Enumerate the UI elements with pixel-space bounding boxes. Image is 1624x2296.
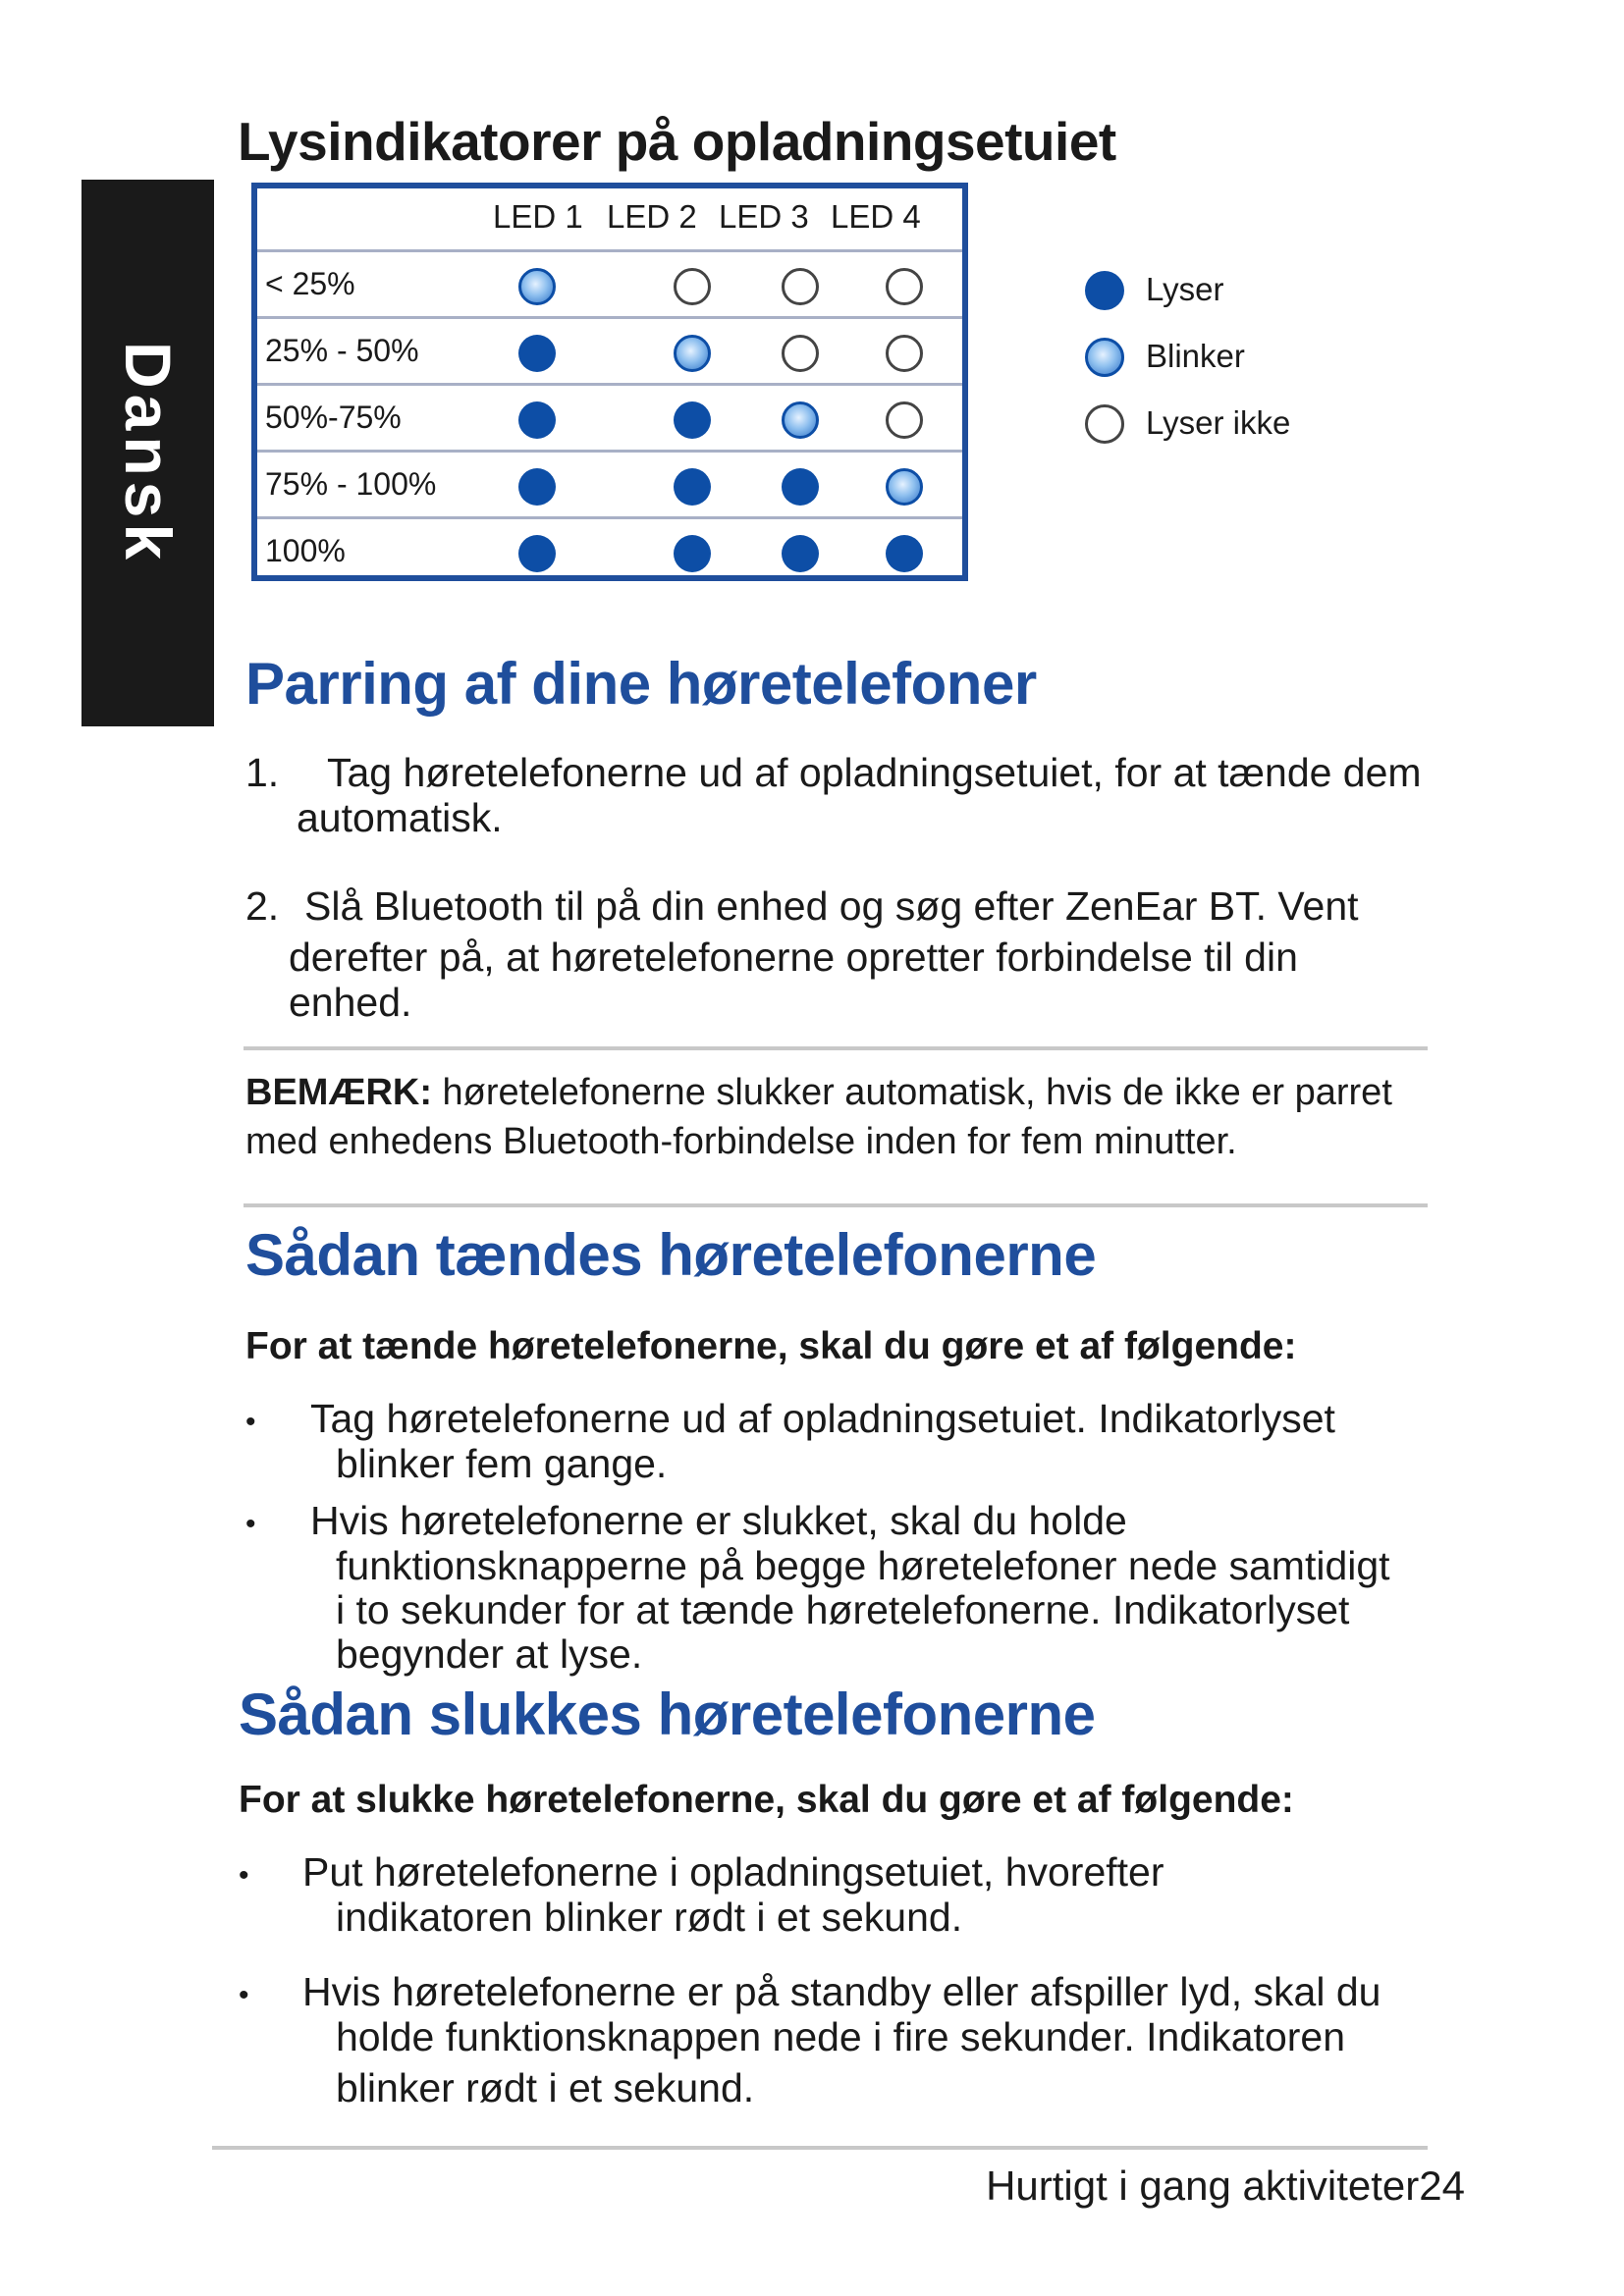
- step-number: 1.: [245, 750, 280, 795]
- step-1-line-2: automatisk.: [297, 795, 503, 840]
- turn-off-subtitle: For at slukke høretelefonerne, skal du gøre et af følgende:: [239, 1779, 1294, 1821]
- led-header-3: LED 3: [719, 198, 809, 235]
- legend-label: Blinker: [1146, 338, 1245, 374]
- turn-on-bullet-2-line-4: begynder at lyse.: [336, 1631, 643, 1677]
- language-tab: [81, 180, 214, 726]
- divider: [244, 1046, 1428, 1050]
- blinking-dot-icon: [1085, 338, 1124, 377]
- footer: [986, 2163, 1465, 2210]
- turn-off-bullet-1-line-1: Put høretelefonerne i opladningsetuiet, hvorefter: [302, 1849, 1164, 1895]
- bullet-icon: •: [245, 1508, 256, 1540]
- led-1-indicator-icon: [518, 401, 556, 439]
- note-label: BEMÆRK:: [245, 1072, 432, 1113]
- led-header-4: LED 4: [831, 198, 921, 235]
- led-row: [257, 383, 962, 450]
- turn-off-bullet-2-line-2: holde funktionsknappen nede i fire sekunder. Indikatoren: [336, 2014, 1346, 2059]
- turn-on-bullet-1-line-2: blinker fem gange.: [336, 1441, 668, 1486]
- led-3-indicator-icon: [782, 335, 819, 372]
- led-section-title: Lysindikatorer på opladningsetuiet: [238, 111, 1116, 172]
- led-3-indicator-icon: [782, 468, 819, 506]
- led-4-indicator-icon: [886, 335, 923, 372]
- led-header-2: LED 2: [607, 198, 697, 235]
- turn-off-bullet-1-line-2: indikatoren blinker rødt i et sekund.: [336, 1895, 963, 1940]
- off-dot-icon: [1085, 404, 1124, 444]
- turn-off-bullet-2-line-3: blinker rødt i et sekund.: [336, 2065, 755, 2110]
- note-text: høretelefonerne slukker automatisk, hvis de ikke er parret: [431, 1072, 1392, 1113]
- turn-on-bullet-2-line-2: funktionsknapperne på begge høretelefoner nede samtidigt: [336, 1543, 1390, 1588]
- bullet-icon: •: [239, 1859, 249, 1892]
- led-2-indicator-icon: [674, 268, 711, 305]
- led-3-indicator-icon: [782, 401, 819, 439]
- led-2-indicator-icon: [674, 468, 711, 506]
- step-2-line-3: enhed.: [289, 980, 412, 1025]
- turn-off-title: Sådan slukkes høretelefonerne: [239, 1682, 1096, 1747]
- led-row: [257, 516, 962, 583]
- led-4-indicator-icon: [886, 468, 923, 506]
- led-row-label: < 25%: [265, 266, 355, 301]
- led-row-label: 50%-75%: [265, 400, 402, 435]
- led-row-label: 75% - 100%: [265, 466, 437, 502]
- led-2-indicator-icon: [674, 335, 711, 372]
- led-row: [257, 450, 962, 516]
- led-row-label: 100%: [265, 533, 346, 568]
- led-2-indicator-icon: [674, 401, 711, 439]
- language-tab-label: Dansk: [111, 341, 185, 565]
- lit-dot-icon: [1085, 271, 1124, 310]
- led-4-indicator-icon: [886, 268, 923, 305]
- divider: [244, 1203, 1428, 1207]
- led-row: [257, 249, 962, 316]
- step-2-line-1: Slå Bluetooth til på din enhed og søg efter ZenEar BT. Vent: [304, 883, 1359, 929]
- note-line-2: med enhedens Bluetooth-forbindelse inden for fem minutter.: [245, 1121, 1237, 1162]
- turn-on-bullet-1-line-1: Tag høretelefonerne ud af opladningsetuiet. Indikatorlyset: [310, 1396, 1335, 1441]
- step-number: 2.: [245, 883, 280, 929]
- led-header-1: LED 1: [493, 198, 583, 235]
- note-line-1: [245, 1068, 1392, 1117]
- led-2-indicator-icon: [674, 535, 711, 572]
- page-number: 24: [1419, 2163, 1465, 2209]
- led-1-indicator-icon: [518, 335, 556, 372]
- led-3-indicator-icon: [782, 268, 819, 305]
- turn-on-bullet-2-line-3: i to sekunder for at tænde høretelefonerne. Indikatorlyset: [336, 1587, 1350, 1632]
- footer-text: Hurtigt i gang aktiviteter: [986, 2163, 1420, 2209]
- led-4-indicator-icon: [886, 401, 923, 439]
- turn-on-subtitle: For at tænde høretelefonerne, skal du gøre et af følgende:: [245, 1325, 1297, 1367]
- legend-label: Lyser ikke: [1146, 404, 1291, 441]
- turn-off-bullet-2-line-1: Hvis høretelefonerne er på standby eller afspiller lyd, skal du: [302, 1969, 1381, 2014]
- bullet-icon: •: [239, 1979, 249, 2011]
- led-3-indicator-icon: [782, 535, 819, 572]
- step-2-line-2: derefter på, at høretelefonerne opretter forbindelse til din: [289, 934, 1298, 980]
- led-1-indicator-icon: [518, 468, 556, 506]
- footer-divider: [212, 2146, 1428, 2150]
- turn-on-bullet-2-line-1: Hvis høretelefonerne er slukket, skal du holde: [310, 1498, 1127, 1543]
- pairing-title: Parring af dine høretelefoner: [245, 651, 1037, 717]
- bullet-icon: •: [245, 1406, 256, 1438]
- led-row-label: 25% - 50%: [265, 333, 419, 368]
- turn-on-title: Sådan tændes høretelefonerne: [245, 1222, 1097, 1288]
- led-row: [257, 316, 962, 383]
- led-indicator-table: [251, 183, 968, 581]
- legend-label: Lyser: [1146, 271, 1224, 307]
- led-4-indicator-icon: [886, 535, 923, 572]
- step-1-line-1: Tag høretelefonerne ud af opladningsetuiet, for at tænde dem: [327, 750, 1422, 795]
- led-1-indicator-icon: [518, 268, 556, 305]
- led-1-indicator-icon: [518, 535, 556, 572]
